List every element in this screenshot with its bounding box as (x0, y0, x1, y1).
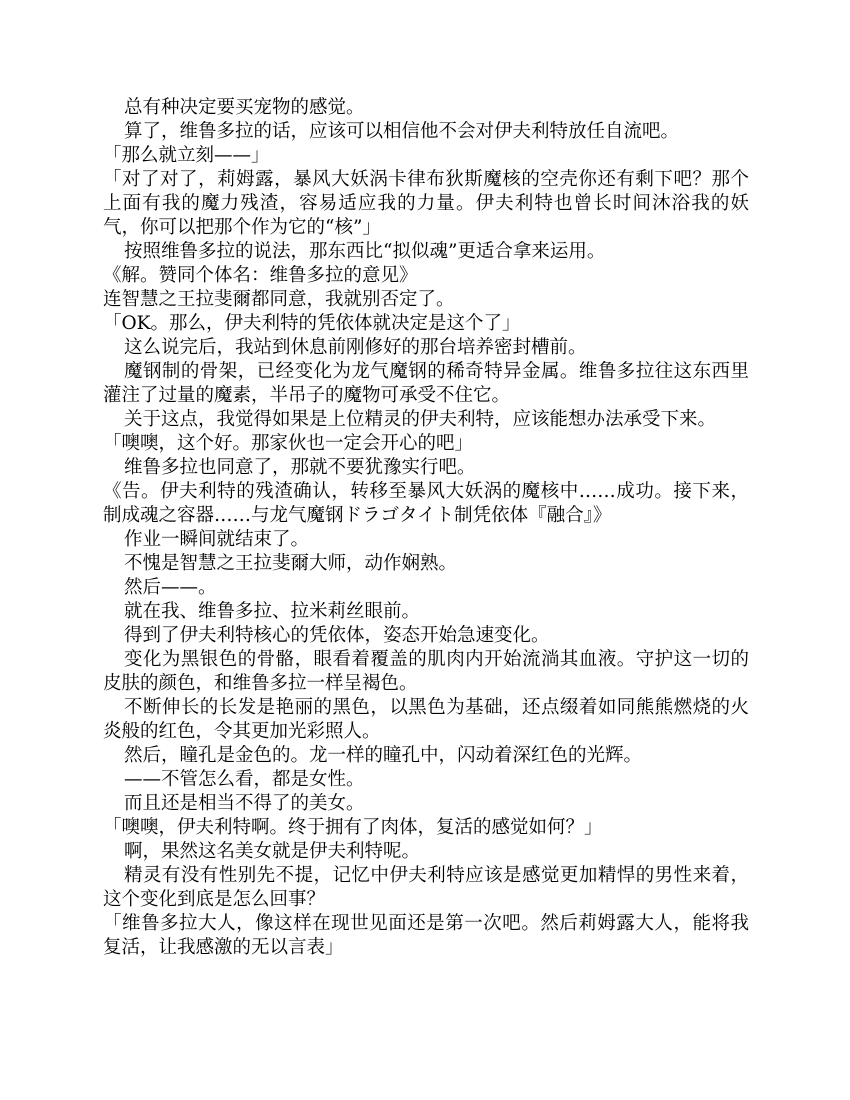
paragraph: 啊，果然这名美女就是伊夫利特呢。 (124, 841, 421, 862)
paragraph: 而且还是相当不得了的美女。 (124, 793, 365, 814)
paragraph: 作业一瞬间就结束了。 (124, 529, 310, 550)
paragraph: 魔钢制的骨架，已经变化为龙气魔钢的稀奇特异金属。维鲁多拉往这东西里灌注了过量的魔素，半吊子的魔物可承受不住它。 (103, 361, 749, 406)
paragraph: 关于这点，我觉得如果是上位精灵的伊夫利特，应该能想办法承受下来。 (124, 409, 717, 430)
paragraph: 《解。赞同个体名：维鲁多拉的意见》 (103, 265, 418, 286)
paragraph: 按照维鲁多拉的说法，那东西比“拟似魂”更适合拿来运用。 (124, 241, 606, 262)
paragraph: 《告。伊夫利特的残渣确认，转移至暴风大妖涡的魔核中……成功。接下来，制成魂之容器……与龙气魔钢ドラゴタイト制凭依体『融合』》 (103, 481, 749, 526)
document-page (103, 96, 749, 960)
paragraph: 「噢噢，这个好。那家伙也一定会开心的吧」 (103, 433, 474, 454)
paragraph: 总有种决定要买宠物的感觉。 (124, 97, 365, 118)
paragraph: 连智慧之王拉斐爾都同意，我就别否定了。 (103, 289, 455, 310)
paragraph: 算了，维鲁多拉的话，应该可以相信他不会对伊夫利特放任自流吧。 (124, 121, 680, 142)
paragraph: 然后，瞳孔是金色的。龙一样的瞳孔中，闪动着深红色的光辉。 (124, 745, 643, 766)
paragraph: 不断伸长的长发是艳丽的黑色，以黑色为基础，还点缀着如同熊熊燃烧的火炎般的红色，令其更加光彩照人。 (103, 697, 749, 742)
paragraph: 然后——。 (124, 577, 217, 598)
paragraph: ——不管怎么看，都是女性。 (124, 769, 365, 790)
paragraph: 「那么就立刻——」 (103, 145, 270, 166)
paragraph: 得到了伊夫利特核心的凭依体，姿态开始急速变化。 (124, 625, 550, 646)
paragraph: 这么说完后，我站到休息前刚修好的那台培养密封槽前。 (124, 337, 587, 358)
paragraph: 精灵有没有性别先不提，记忆中伊夫利特应该是感觉更加精悍的男性来着，这个变化到底是怎么回事？ (103, 865, 749, 910)
paragraph: 不愧是智慧之王拉斐爾大师，动作娴熟。 (124, 553, 458, 574)
paragraph: 维鲁多拉也同意了，那就不要犹豫实行吧。 (124, 457, 476, 478)
paragraph: 「OK。那么，伊夫利特的凭依体就决定是这个了」 (103, 313, 521, 334)
paragraph: 「对了对了，莉姆露，暴风大妖涡卡律布狄斯魔核的空壳你还有剩下吧？那个上面有我的魔力残渣，容易适应我的力量。伊夫利特也曾长时间沐浴我的妖气，你可以把那个作为它的“核”」 (103, 169, 749, 238)
paragraph: 变化为黑银色的骨骼，眼看着覆盖的肌肉内开始流淌其血液。守护这一切的皮肤的颜色，和维鲁多拉一样呈褐色。 (103, 649, 749, 694)
paragraph: 「维鲁多拉大人，像这样在现世见面还是第一次吧。然后莉姆露大人，能将我复活，让我感激的无以言表」 (103, 913, 749, 958)
paragraph: 「噢噢，伊夫利特啊。终于拥有了肉体，复活的感觉如何？」 (103, 817, 603, 838)
paragraph: 就在我、维鲁多拉、拉米莉丝眼前。 (124, 601, 421, 622)
